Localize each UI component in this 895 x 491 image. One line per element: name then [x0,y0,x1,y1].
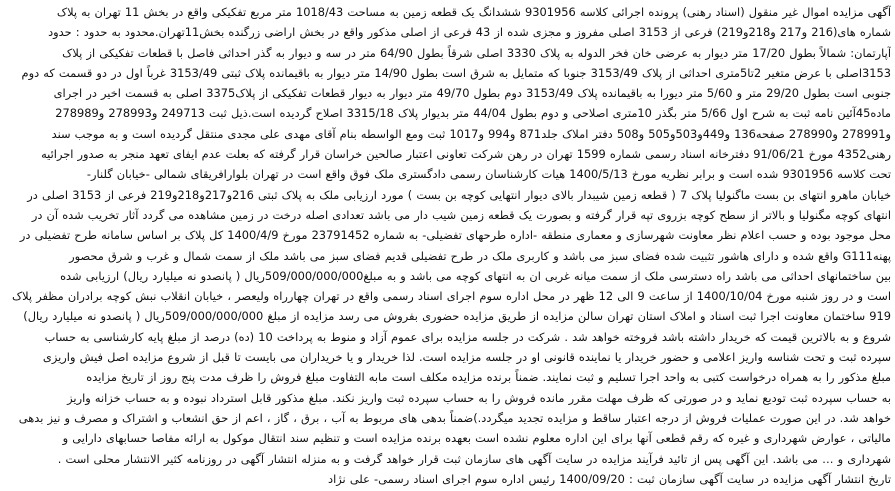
notice-line-10: خیابان ماهرو انتهای بن بست ماگنولیا پلاک 7 ( قطعه زمین شیبدار بالای دیوار انتهایی کوچه بن بست ) مورد ارزیابی ملک به پلاک ثبتی 216و217و218و219 فرعی از 3153 اصلی در [27,187,891,202]
notice-line-19: مبلغ مذکور را به همراه درخواست کتبی به واحد اجرا تسلیم و ثبت نمایند. ضمناً برنده مزایده مکلف است مابه التفاوت مبلغ فروش را ظرف مدت پنج روز از تاریخ مزایده [86,370,891,385]
notice-line-18: سپرده ثبت و تحت شناسه واریز اعلامی و حضور خریدار یا نماینده قانونی او در جلسه مزایده است. لذا خریدار و یا خریداران می بایست تا قبل از شروع مزایده اصل فیش واریزی [42,350,891,365]
notice-line-21: خواهد شد. در این صورت عملیات فروش از درجه اعتبار ساقط و مزایده تجدید میگردد.)ضمناً بدهی های مربوط به آب ، برق ، گاز ، اعم از حق انشعاب و اشتراک و مصرف و نیز بدهی [18,410,891,425]
notice-line-12: محل موجود بوده و حسب اعلام نظر معاونت شهرسازی و معماری منطقه -اداره طرحهای تفضیلی- به شماره 23791452 مورخ 1400/4/9 کل پلاک بر اساس سامانه طرح تفضیلی در [19,228,891,243]
notice-line-4: 3153اصلی با عرض متغیر 2تا5متری احداثی از پلاک 3153/49 جنوبا که متمایل به شرق است بطول 14/90 متر دیوار به باقیمانده پلاک ثبتی 3153/49 غرباً اول در دو قسمت که دوم [21,65,891,80]
notice-line-11: انتهای کوچه مگنولیا و بالاتر از سطح کوچه بزروی تپه قرار گرفته و بصورت یک قطعه زمین شیب دار می باشد تعدادی اصله درخت در زمین مشاهده می گردد آثار تخریب شده آن در [31,207,891,222]
notice-line-8: رهنی4352 مورخ 91/06/21 دفترخانه اسناد رسمی شماره 1599 تهران در رهن شرکت تعاونی اعتبار صالحین خراسان قرار گرفته که بعلت عدم ایفای تعهد منجر به صدور اجرائیه [41,147,891,162]
notice-line-15: است و در روز شنبه مورخ 1400/10/04 از ساعت 9 الی 12 ظهر در محل اداره سوم اجرای اسناد رسمی واقع در تهران چهارراه ولیعصر ، خیابان انقلاب نبش کوچه برادران مظفر پلاک [11,289,891,304]
notice-line-5: جنوبی است بطول 29/20 متر و 5/60 متر دیورا به باقیمانده پلاک 3153/49 دوم بطول 49/70 متر دیوار به دیوار قطعات تفکیکی از پلاک3375 اصلی به قسمت اخیر در اجرای [53,86,891,101]
notice-line-20: به حساب سپرده ثبت تودیع نماید و در صورتی که ظرف مهلت مقرر مانده فروش را به حساب سپرده ثبت واریز نکند. مبلغ مذکور قابل استرداد نبوده و به حساب خزانه واریز [67,390,891,405]
notice-line-16: 919 ساختمان معاونت اجرا ثبت اسناد و املاک استان تهران سالن مزایده از طریق مزایده حضوری بفروش می رسد مزایده از مبلغ 509/000/000/000ریال ( پانصدو نه میلیارد ریال) [23,309,891,324]
notice-line-17: شروع و به بالاترین قیمت که خریدار داشته باشد فروخته خواهد شد . شرکت در جلسه مزایده برای عموم آزاد و منوط به پرداخت 10 (ده) درصد از مبلغ پایه کارشناسی به حساب [44,329,891,344]
notice-line-14: بین ساختمانهای احداثی می باشد راه دسترسی ملک از سمت میانه غربی ان به انتهای کوچه می باشد و به مبلغ509/000/000/000ریال ( پانصدو نه میلیارد ریال) ارزیابی شده [60,268,891,283]
notice-line-9: تحت کلاسه 9301956 شده است و برابر نظریه مورخ 1400/5/13 هیات کارشناسان رسمی دادگستری ملک فوق واقع است در تهران بلوارافریقای شمالی -خیابان گلنار- [86,167,891,182]
notice-line-1: آگهی مزایده اموال غیر منقول (اسناد رهنی) پرونده اجرائی کلاسه 9301956 ششدانگ یک قطعه زمین به مساحت 1018/43 متر مربع تفکیکی واقع در بخش 11 تهران به پلاک [56,5,891,19]
notice-line-23: شهرداری و … می باشد. این آگهی پس از تائید فرآیند مزایده در سایت آگهی های سازمان ثبت قرار خواهد گرفت و به منزله انتشار آگهی در روزنامه کثیر الانتشار محلی است . [57,451,891,466]
notice-line-22: مالیاتی ، عوارض شهرداری و غیره که رقم قطعی آنها برای این اداره معلوم نشده است بعهده برنده مزایده است و تنظیم سند انتقال موکول به ارائه مفاصا حسابهای دارایی و [62,431,891,446]
notice-line-7: و278991 و278990 صفحه136 و449و503و505 و508 دفتر املاک جلد871 و994 و1017 ثبت ومع الواسطه بنام آقای مهدی علی مجدی منتقل گردیده است و به موجب سند [51,126,891,141]
notice-line-13: پهنهG111 واقع شده و دارای هاشور تثبیت شده فضای سبز می باشد و کاربری ملک در طرح تفضیلی قدیم فضای سبز می باشد ملک از سمت شمال و غرب و شرق محصور [69,248,891,263]
notice-line-6: ماده45آئین نامه ثبت به شرح اول 5/66 متر بگذر 10متری اصلاحی و دوم بطول 44/04 متر بدیوار پلاک 3315/18 اصلاح گردیده است.ذیل ثبت 249713 و278993 و278989 [55,106,891,121]
notice-line-2: شماره های(216 و217 و218و219) فرعی از 3153 اصلی مفروز و مجزی شده از 43 فرعی از اصلی مذکور واقع در بخش اراضی زرگنده بخش11تهران.محدود به حدود : حدود [48,25,891,40]
notice-line-24: تاریخ انتشار آگهی مزایده در سایت آگهی سازمان ثبت : 1400/09/20 رئیس اداره سوم اجرای اسناد رسمی- علی نژاد [328,471,891,486]
auction-notice-text [4,2,891,489]
notice-line-3: آپارتمان: شمالاً بطول 17/20 متر دیوار به عرضی خان فخر الدوله به پلاک 3330 اصلی شرقاً بطول 64/90 متر در سه و دیوار به گذر احداثی فاصل با قطعات تفکیکی از پلاک [62,45,891,60]
